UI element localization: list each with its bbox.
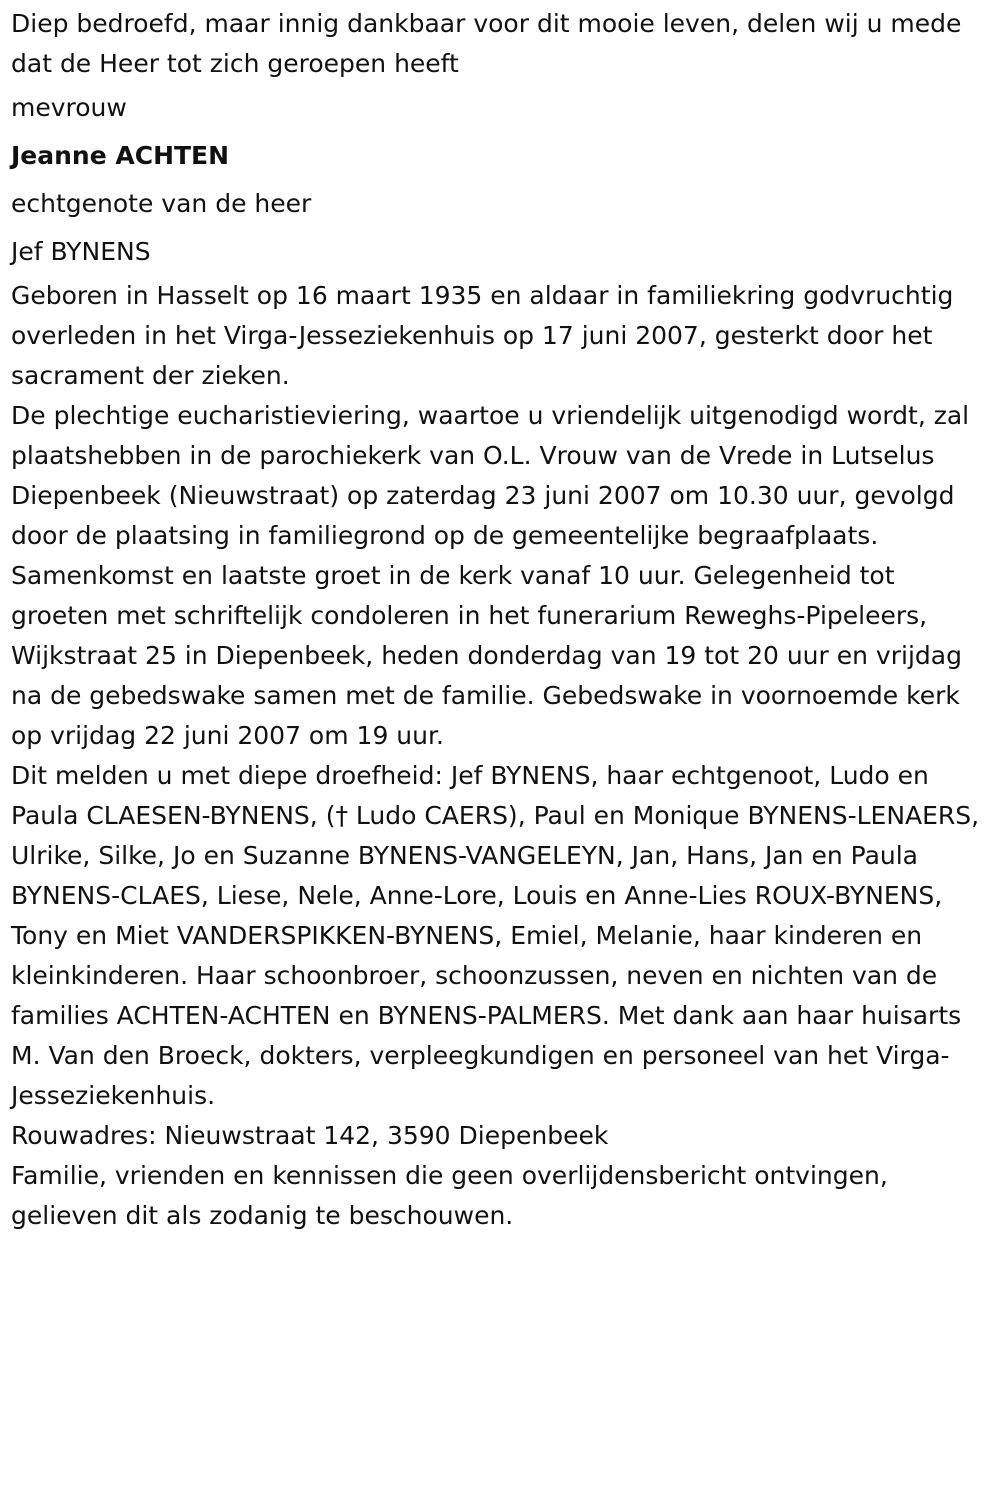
relation-text: echtgenote van de heer xyxy=(11,189,312,218)
deceased-name: Jeanne ACHTEN xyxy=(11,141,230,170)
honorific: mevrouw xyxy=(11,93,127,122)
mourners-paragraph: Dit melden u met diepe droefheid: Jef BYNENS, haar echtgenoot, Ludo en Paula CLAESEN-BYNENS, († Ludo CAERS), Paul en Monique BYNENS-LENAERS, Ulrike, Silke, Jo en Suzanne BYNENS-VANGELEYN, Jan, Hans, Jan en Paula BYNENS-CLAES, Liese, Nele, Anne-Lore, Louis en Anne-Lies ROUX-BYNENS, Tony en Miet VANDERSPIKKEN-BYNENS, Emiel, Melanie, haar kinderen en kleinkinderen. Haar schoonbroer, schoonzussen, neven en nichten van de families ACHTEN-ACHTEN en BYNENS-PALMERS. Met dank aan haar huisarts M. Van den Broeck, dokters, verpleegkundigen en personeel van het Virga-Jesseziekenhuis. xyxy=(11,761,980,1110)
ceremony-paragraph: De plechtige eucharistieviering, waartoe u vriendelijk uitgenodigd wordt, zal plaatshebben in de parochiekerk van O.L. Vrouw van de Vrede in Lutselus Diepenbeek (Nieuwstraat) op zaterdag 23 juni 2007 om 10.30 uur, gevolgd door de plaatsing in familiegrond op de gemeentelijke begraafplaats. Samenkomst en laatste groet in de kerk vanaf 10 uur. Gelegenheid tot groeten met schriftelijk condoleren in het funerarium Reweghs-Pipeleers, Wijkstraat 25 in Diepenbeek, heden donderdag van 19 tot 20 uur en vrijdag na de gebedswake samen met de familie. Gebedswake in voornoemde kerk op vrijdag 22 juni 2007 om 19 uur. xyxy=(11,401,970,750)
birth-death-paragraph: Geboren in Hasselt op 16 maart 1935 en aldaar in familiekring godvruchtig overleden in het Virga-Jesseziekenhuis op 17 juni 2007, gesterkt door het sacrament der zieken. xyxy=(11,281,954,390)
intro-paragraph: Diep bedroefd, maar innig dankbaar voor dit mooie leven, delen wij u mede dat de Heer tot zich geroepen heeft xyxy=(11,9,962,78)
address-line: Rouwadres: Nieuwstraat 142, 3590 Diepenbeek xyxy=(11,1121,609,1150)
obituary-notice xyxy=(11,4,993,1236)
closing-paragraph: Familie, vrienden en kennissen die geen overlijdensbericht ontvingen, gelieven dit als zodanig te beschouwen. xyxy=(11,1161,888,1230)
spouse-name: Jef BYNENS xyxy=(11,237,151,266)
